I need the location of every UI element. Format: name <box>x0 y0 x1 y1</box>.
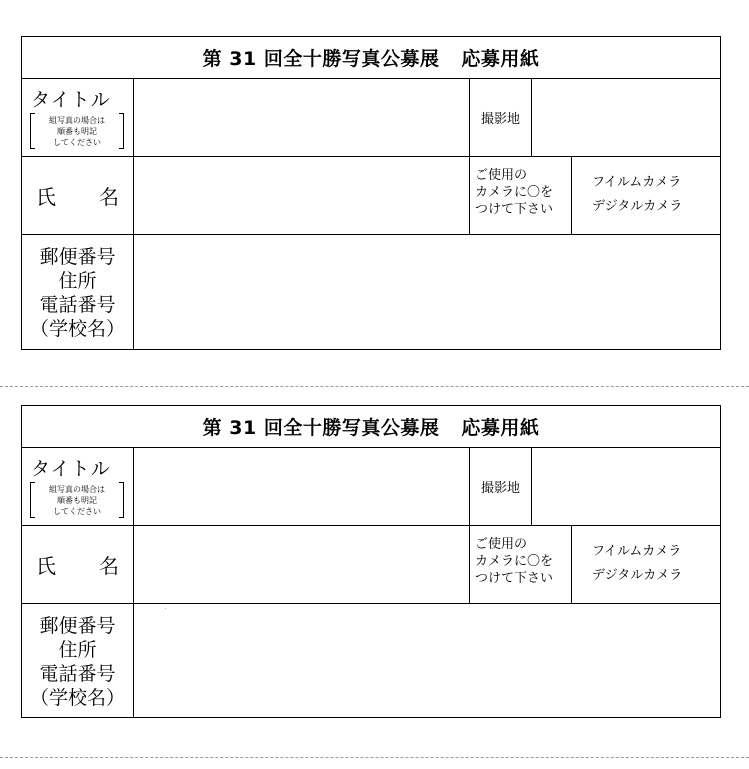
title-field[interactable] <box>134 448 470 525</box>
camera-option-digital[interactable]: デジタルカメラ <box>592 568 683 583</box>
form-title-main: 第 31 回全十勝写真公募展 <box>202 417 440 439</box>
title-note-line: してください <box>53 138 101 147</box>
camera-label <box>470 157 572 234</box>
camera-options <box>572 157 720 234</box>
name-row <box>22 157 720 235</box>
place-label: 撮影地 <box>470 79 532 156</box>
entry-form-1 <box>21 36 721 350</box>
title-note-line: 順番も明記 <box>57 496 97 505</box>
title-row <box>22 448 720 526</box>
camera-label-line: カメラに〇を <box>475 554 554 569</box>
address-label-line: （学校名） <box>29 687 125 709</box>
address-label <box>22 235 134 349</box>
name-field[interactable] <box>134 157 470 234</box>
name-field[interactable] <box>134 526 470 603</box>
camera-option-film[interactable]: フイルムカメラ <box>592 544 682 559</box>
title-field[interactable] <box>134 79 470 156</box>
name-label <box>22 157 134 234</box>
camera-option-film[interactable]: フイルムカメラ <box>592 175 682 190</box>
form-title-main: 第 31 回全十勝写真公募展 <box>202 48 440 70</box>
title-note <box>30 482 124 518</box>
cut-line <box>0 386 749 387</box>
address-row <box>22 604 720 718</box>
place-field[interactable] <box>532 79 720 156</box>
name-row <box>22 526 720 604</box>
camera-label-line: カメラに〇を <box>475 185 554 200</box>
address-label <box>22 604 134 718</box>
name-label-part: 氏 <box>36 185 56 209</box>
address-label-line: 住所 <box>58 270 97 292</box>
name-label-part: 氏 <box>36 554 56 578</box>
name-label <box>22 526 134 603</box>
address-field[interactable] <box>134 604 720 718</box>
title-note <box>30 113 124 149</box>
address-label-line: 電話番号 <box>39 663 116 685</box>
title-label-cell <box>22 448 134 525</box>
camera-label-line: つけて下さい <box>475 202 554 217</box>
title-label: タイトル <box>31 89 111 111</box>
form-title-sub: 応募用紙 <box>461 48 540 70</box>
camera-label-line: つけて下さい <box>475 571 554 586</box>
title-row <box>22 79 720 157</box>
camera-label-line: ご使用の <box>475 537 528 552</box>
title-label: タイトル <box>31 458 111 480</box>
camera-label <box>470 526 572 603</box>
entry-form-2 <box>21 405 721 718</box>
title-note-line: 組写真の場合は <box>49 485 105 494</box>
title-note-line: してください <box>53 507 101 516</box>
title-label-cell <box>22 79 134 156</box>
form-title <box>22 37 720 79</box>
cut-line <box>0 757 749 758</box>
address-label-line: 郵便番号 <box>39 246 116 268</box>
address-label-line: 住所 <box>58 639 97 661</box>
camera-label-line: ご使用の <box>475 168 528 183</box>
title-note-line: 順番も明記 <box>57 127 97 136</box>
title-note-line: 組写真の場合は <box>49 116 105 125</box>
scan-speck <box>165 608 166 609</box>
address-label-line: 電話番号 <box>39 294 116 316</box>
address-field[interactable] <box>134 235 720 349</box>
address-row <box>22 235 720 349</box>
form-title-sub: 応募用紙 <box>461 417 540 439</box>
place-label: 撮影地 <box>470 448 532 525</box>
place-field[interactable] <box>532 448 720 525</box>
form-title <box>22 406 720 448</box>
camera-options <box>572 526 720 603</box>
name-label-part: 名 <box>99 185 119 209</box>
address-label-line: （学校名） <box>29 318 125 340</box>
address-label-line: 郵便番号 <box>39 615 116 637</box>
camera-option-digital[interactable]: デジタルカメラ <box>592 199 683 214</box>
name-label-part: 名 <box>99 554 119 578</box>
